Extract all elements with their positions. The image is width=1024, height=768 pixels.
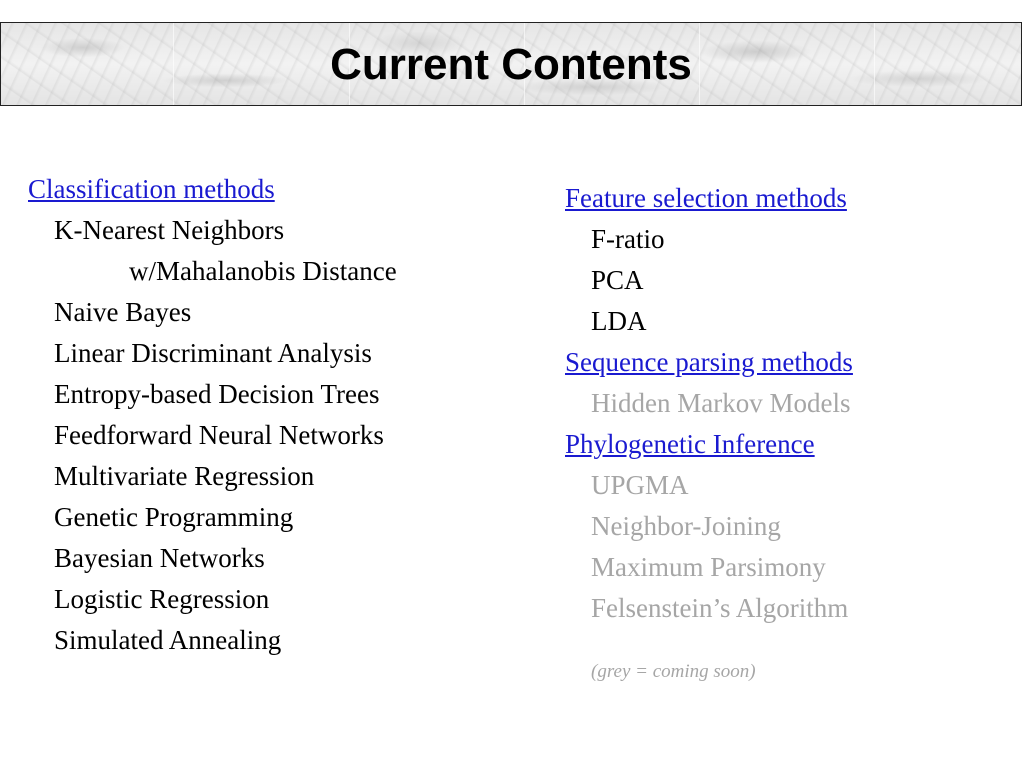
list-item: Simulated Annealing xyxy=(54,625,282,655)
list-item: Genetic Programming xyxy=(54,502,294,532)
list-item: Logistic Regression xyxy=(54,584,270,614)
list-item: Linear Discriminant Analysis xyxy=(54,338,372,368)
list-item: LDA xyxy=(591,306,647,336)
list-item: Multivariate Regression xyxy=(54,461,315,491)
list-item: Entropy-based Decision Trees xyxy=(54,379,380,409)
slide-title: Current Contents xyxy=(330,40,692,89)
list-item: Feedforward Neural Networks xyxy=(54,420,384,450)
methods-column xyxy=(565,178,1005,685)
list-item: Bayesian Networks xyxy=(54,543,265,573)
list-item: F-ratio xyxy=(591,224,665,254)
feature-selection-methods-link[interactable]: Feature selection methods xyxy=(565,183,847,213)
list-item: K-Nearest Neighbors xyxy=(54,215,285,245)
sequence-parsing-methods-link[interactable]: Sequence parsing methods xyxy=(565,347,853,377)
list-item-coming-soon: UPGMA xyxy=(591,470,689,500)
legend-note: (grey = coming soon) xyxy=(591,661,756,682)
list-item-coming-soon: Maximum Parsimony xyxy=(591,552,826,582)
list-item-coming-soon: Neighbor-Joining xyxy=(591,511,781,541)
list-item: Naive Bayes xyxy=(54,297,192,327)
list-subitem: w/Mahalanobis Distance xyxy=(129,256,397,286)
title-banner xyxy=(0,22,1022,106)
classification-methods-link[interactable]: Classification methods xyxy=(28,174,275,204)
list-item-coming-soon: Hidden Markov Models xyxy=(591,388,851,418)
classification-column xyxy=(28,169,498,661)
list-item-coming-soon: Felsenstein’s Algorithm xyxy=(591,593,849,623)
phylogenetic-inference-link[interactable]: Phylogenetic Inference xyxy=(565,429,815,459)
list-item: PCA xyxy=(591,265,644,295)
